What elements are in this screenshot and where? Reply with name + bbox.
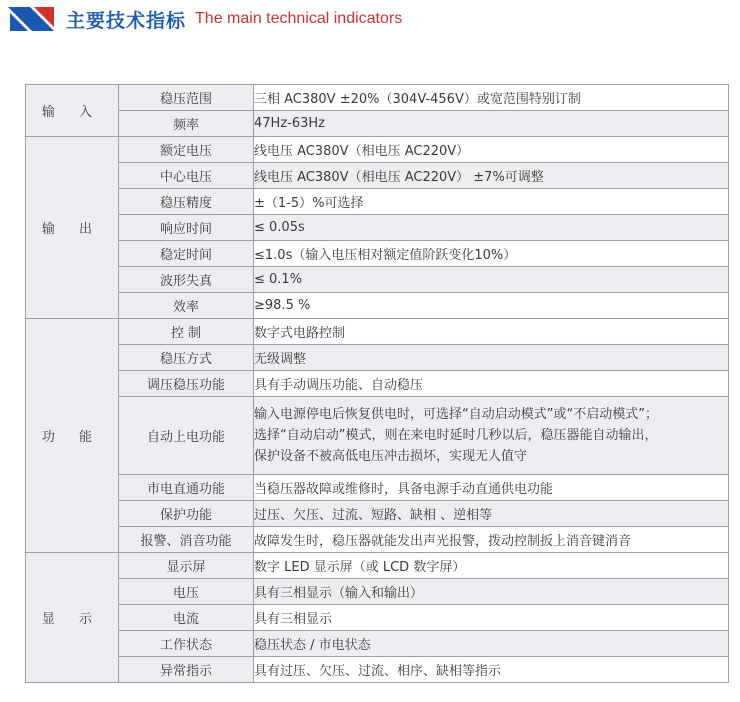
- row-value: 三相 AC380V ±20%（304V-456V）或宽范围特别订制: [254, 85, 729, 111]
- row-value: ≤ 0.05s: [254, 215, 729, 241]
- row-label: 保护功能: [119, 501, 254, 527]
- row-label: 市电直通功能: [119, 475, 254, 501]
- row-value: ±（1-5）%可选择: [254, 189, 729, 215]
- row-value: ≤ 0.1%: [254, 267, 729, 293]
- row-label: 控 制: [119, 319, 254, 345]
- row-value: 当稳压器故障或维修时，具备电源手动直通供电功能: [254, 475, 729, 501]
- row-label: 效率: [119, 293, 254, 319]
- row-label: 额定电压: [119, 137, 254, 163]
- row-value-line: 保护设备不被高低电压冲击损坏，实现无人值守: [254, 449, 528, 464]
- row-label: 稳压精度: [119, 189, 254, 215]
- row-value-multiline: [254, 397, 729, 475]
- row-value: 具有三相显示（输入和输出）: [254, 579, 729, 605]
- row-value: 数字式电路控制: [254, 319, 729, 345]
- row-value: ≤1.0s（输入电压相对额定值阶跃变化10%）: [254, 241, 729, 267]
- row-value: 47Hz-63Hz: [254, 111, 729, 137]
- row-value: 具有过压、欠压、过流、相序、缺相等指示: [254, 657, 729, 683]
- row-value-line: 选择“自动启动”模式，则在来电时延时几秒以后，稳压器能自动输出，: [254, 428, 658, 443]
- row-value: 线电压 AC380V（相电压 AC220V）: [254, 137, 729, 163]
- row-value: 过压、欠压、过流、短路、缺相 、逆相等: [254, 501, 729, 527]
- page-subtitle: The main technical indicators: [195, 10, 403, 27]
- row-value: 故障发生时，稳压器就能发出声光报警，拨动控制扳上消音键消音: [254, 527, 729, 553]
- row-label: 调压稳压功能: [119, 371, 254, 397]
- row-value-line: 输入电源停电后恢复供电时，可选择“自动启动模式”或“不启动模式”；: [254, 407, 658, 422]
- row-value: ≥98.5 %: [254, 293, 729, 319]
- row-label: 自动上电功能: [119, 397, 254, 475]
- row-label: 稳压范围: [119, 85, 254, 111]
- row-label: 频率: [119, 111, 254, 137]
- row-value: 数字 LED 显示屏（或 LCD 数字屏）: [254, 553, 729, 579]
- group-function-label: 功 能: [26, 319, 119, 553]
- group-display-label: 显 示: [26, 553, 119, 683]
- page-title: 主要技术指标: [66, 9, 187, 32]
- row-value: 稳压状态 / 市电状态: [254, 631, 729, 657]
- row-label: 波形失真: [119, 267, 254, 293]
- row-label: 稳压方式: [119, 345, 254, 371]
- row-label: 中心电压: [119, 163, 254, 189]
- specs-table: [25, 84, 729, 683]
- row-label: 稳定时间: [119, 241, 254, 267]
- row-value: 具有三相显示: [254, 605, 729, 631]
- row-label: 异常指示: [119, 657, 254, 683]
- row-label: 显示屏: [119, 553, 254, 579]
- row-value: 线电压 AC380V（相电压 AC220V） ±7%可调整: [254, 163, 729, 189]
- group-output-label: 输 出: [26, 137, 119, 319]
- row-label: 报警、消音功能: [119, 527, 254, 553]
- row-label: 响应时间: [119, 215, 254, 241]
- row-label: 电流: [119, 605, 254, 631]
- row-value: 具有手动调压功能、自动稳压: [254, 371, 729, 397]
- section-header: [8, 6, 402, 32]
- group-input-label: 输 入: [26, 85, 119, 137]
- brand-logo-icon: [8, 7, 54, 31]
- row-label: 电压: [119, 579, 254, 605]
- row-label: 工作状态: [119, 631, 254, 657]
- row-value: 无级调整: [254, 345, 729, 371]
